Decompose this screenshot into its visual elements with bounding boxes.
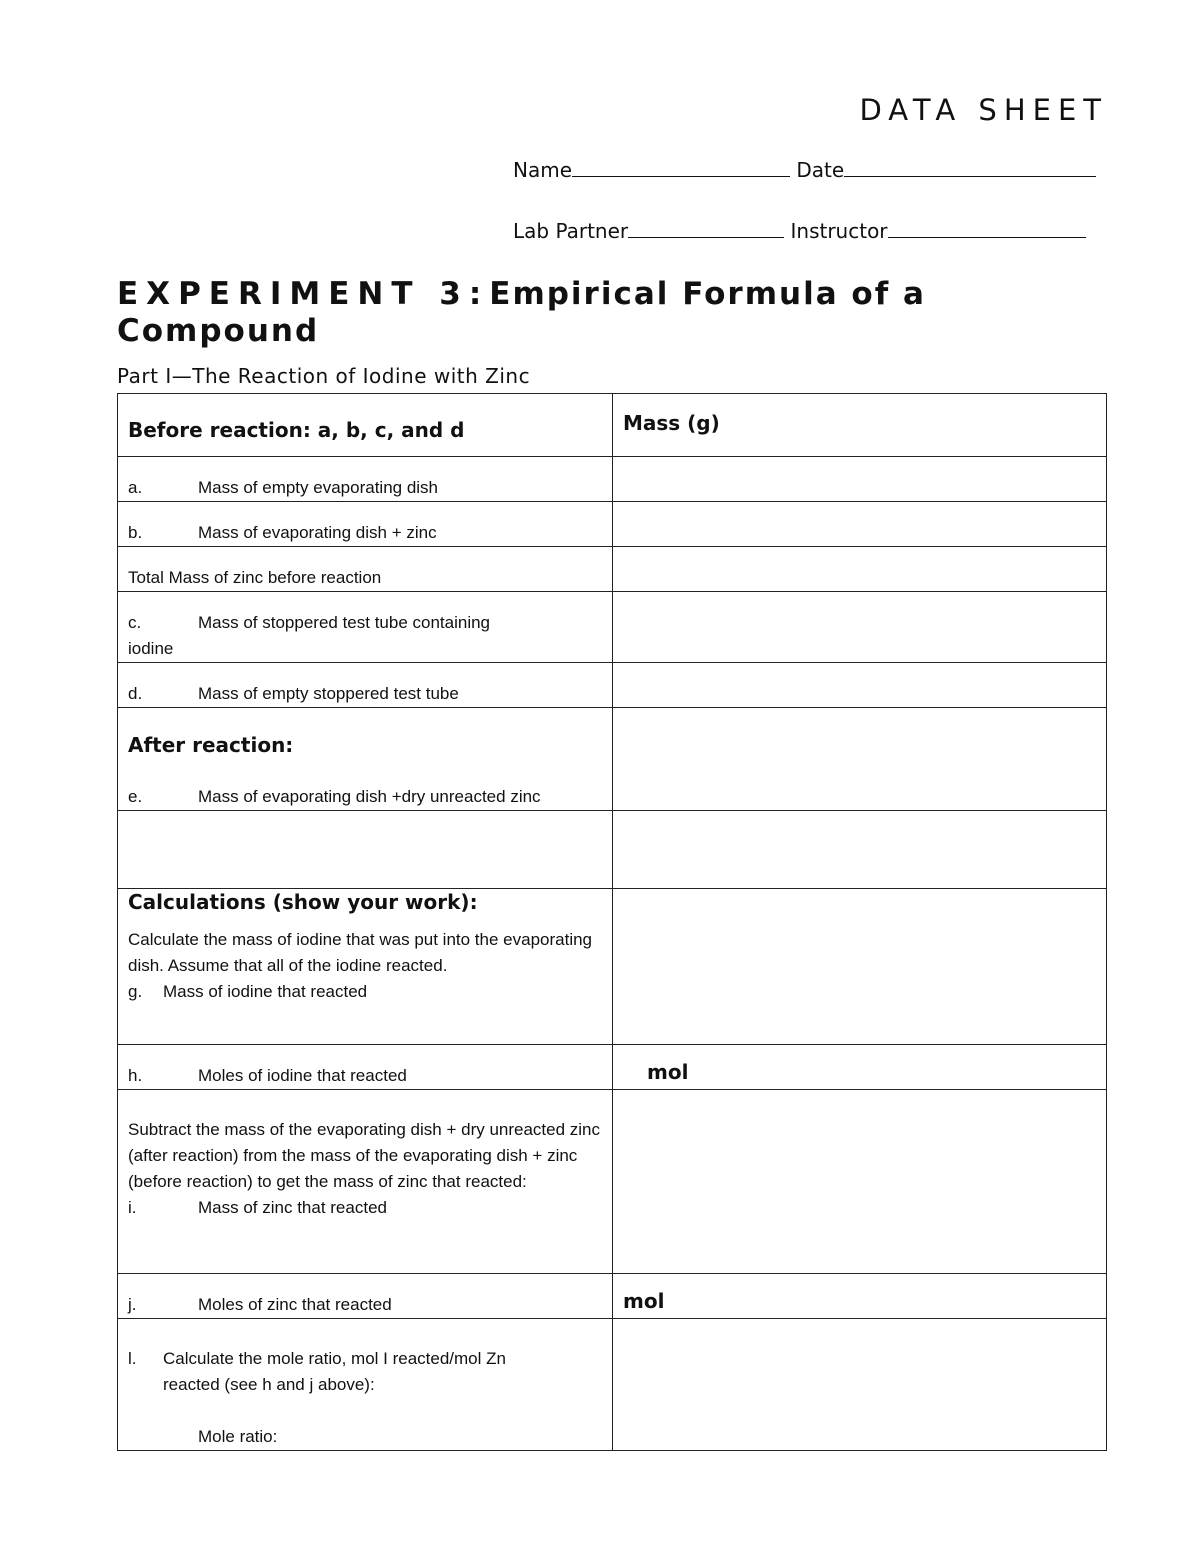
- table-header-row: [118, 394, 1107, 457]
- table-row: c. Mass of stoppered test tube containing iodine: [118, 592, 1107, 663]
- table-row: After reaction: e. Mass of evaporating dish +dry unreacted zinc: [118, 708, 1107, 811]
- data-table: [117, 393, 1107, 1451]
- name-date-row: [513, 154, 1096, 182]
- blank-mass-cell[interactable]: [613, 811, 1107, 889]
- mass-empty-dish-cell[interactable]: [613, 457, 1107, 502]
- mole-ratio-cell[interactable]: [613, 1319, 1107, 1451]
- partner-instructor-row: [513, 215, 1086, 243]
- part-title: Part I—The Reaction of Iodine with Zinc: [117, 364, 531, 388]
- after-reaction-heading: After reaction:: [128, 733, 294, 757]
- table-row: Subtract the mass of the evaporating dish + dry unreacted zinc (after reaction) from the mass of the evaporating dish + zinc (before reaction) to get the mass of zinc that reacted: i. Mass of zinc that reacted: [118, 1090, 1107, 1274]
- moles-iodine-cell[interactable]: [613, 1045, 1107, 1090]
- date-label: Date: [796, 158, 845, 182]
- calculations-heading: Calculations (show your work):: [128, 890, 478, 914]
- table-row: j. Moles of zinc that reacted mol: [118, 1274, 1107, 1319]
- row-h-label: Moles of iodine that reacted: [198, 1066, 407, 1085]
- calc-instructions: Calculate the mass of iodine that was put into the evaporating dish. Assume that all of the iodine reacted.: [128, 930, 593, 975]
- row-c-label: Mass of stoppered test tube containing: [198, 613, 491, 632]
- table-row: h. Moles of iodine that reacted mol: [118, 1045, 1107, 1090]
- row-l-label: Calculate the mole ratio, mol I reacted/mol Zn: [163, 1349, 506, 1368]
- table-row: l. Calculate the mole ratio, mol I reacted/mol Zn reacted (see h and j above): Mole ratio:: [118, 1319, 1107, 1451]
- mole-ratio-label: Mole ratio:: [198, 1427, 278, 1446]
- before-reaction-heading: Before reaction: a, b, c, and d: [118, 394, 613, 457]
- name-field[interactable]: [572, 154, 790, 177]
- mass-zinc-reacted-cell[interactable]: [613, 1090, 1107, 1274]
- total-zinc-cell[interactable]: [613, 547, 1107, 592]
- table-row: d. Mass of empty stoppered test tube: [118, 663, 1107, 708]
- table-row: b. Mass of evaporating dish + zinc: [118, 502, 1107, 547]
- row-a-label: Mass of empty evaporating dish: [198, 478, 439, 497]
- mass-dish-unreacted-zinc-cell[interactable]: [613, 708, 1107, 811]
- mass-heading: Mass (g): [613, 394, 1107, 457]
- blank-cell: [118, 811, 613, 889]
- experiment-name: Empirical Formula of a Compound: [117, 276, 926, 349]
- lab-partner-field[interactable]: [628, 215, 784, 238]
- experiment-number: EXPERIMENT 3:: [117, 276, 490, 312]
- table-row: [118, 811, 1107, 889]
- total-zinc-label: Total Mass of zinc before reaction: [118, 547, 613, 592]
- mass-iodine-reacted-cell[interactable]: [613, 889, 1107, 1045]
- row-e-label: Mass of evaporating dish +dry unreacted zinc: [198, 787, 541, 806]
- instructor-label: Instructor: [790, 219, 888, 243]
- experiment-title: [117, 276, 1017, 350]
- sheet-title: DATA SHEET: [859, 93, 1108, 127]
- row-g-label: Mass of iodine that reacted: [163, 982, 368, 1001]
- date-field[interactable]: [844, 154, 1096, 177]
- mass-tube-iodine-cell[interactable]: [613, 592, 1107, 663]
- mass-dish-zinc-cell[interactable]: [613, 502, 1107, 547]
- moles-zinc-cell[interactable]: [613, 1274, 1107, 1319]
- instructor-field[interactable]: [888, 215, 1086, 238]
- row-b-label: Mass of evaporating dish + zinc: [198, 523, 437, 542]
- table-row: Calculations (show your work): Calculate the mass of iodine that was put into the evaporating dish. Assume that all of the iodine reacted. g. Mass of iodine that reacted: [118, 889, 1107, 1045]
- mol-unit: mol: [623, 1289, 665, 1313]
- name-label: Name: [513, 158, 573, 182]
- mass-empty-tube-cell[interactable]: [613, 663, 1107, 708]
- lab-partner-label: Lab Partner: [513, 219, 629, 243]
- table-row: a. Mass of empty evaporating dish: [118, 457, 1107, 502]
- table-row: [118, 547, 1107, 592]
- row-j-label: Moles of zinc that reacted: [198, 1295, 392, 1314]
- mol-unit: mol: [647, 1060, 689, 1084]
- row-d-label: Mass of empty stoppered test tube: [198, 684, 459, 703]
- row-i-label: Mass of zinc that reacted: [198, 1198, 387, 1217]
- subtract-instructions: Subtract the mass of the evaporating dish + dry unreacted zinc (after reaction) from the mass of the evaporating dish + zinc (before reaction) to get the mass of zinc that reacted:: [128, 1120, 601, 1191]
